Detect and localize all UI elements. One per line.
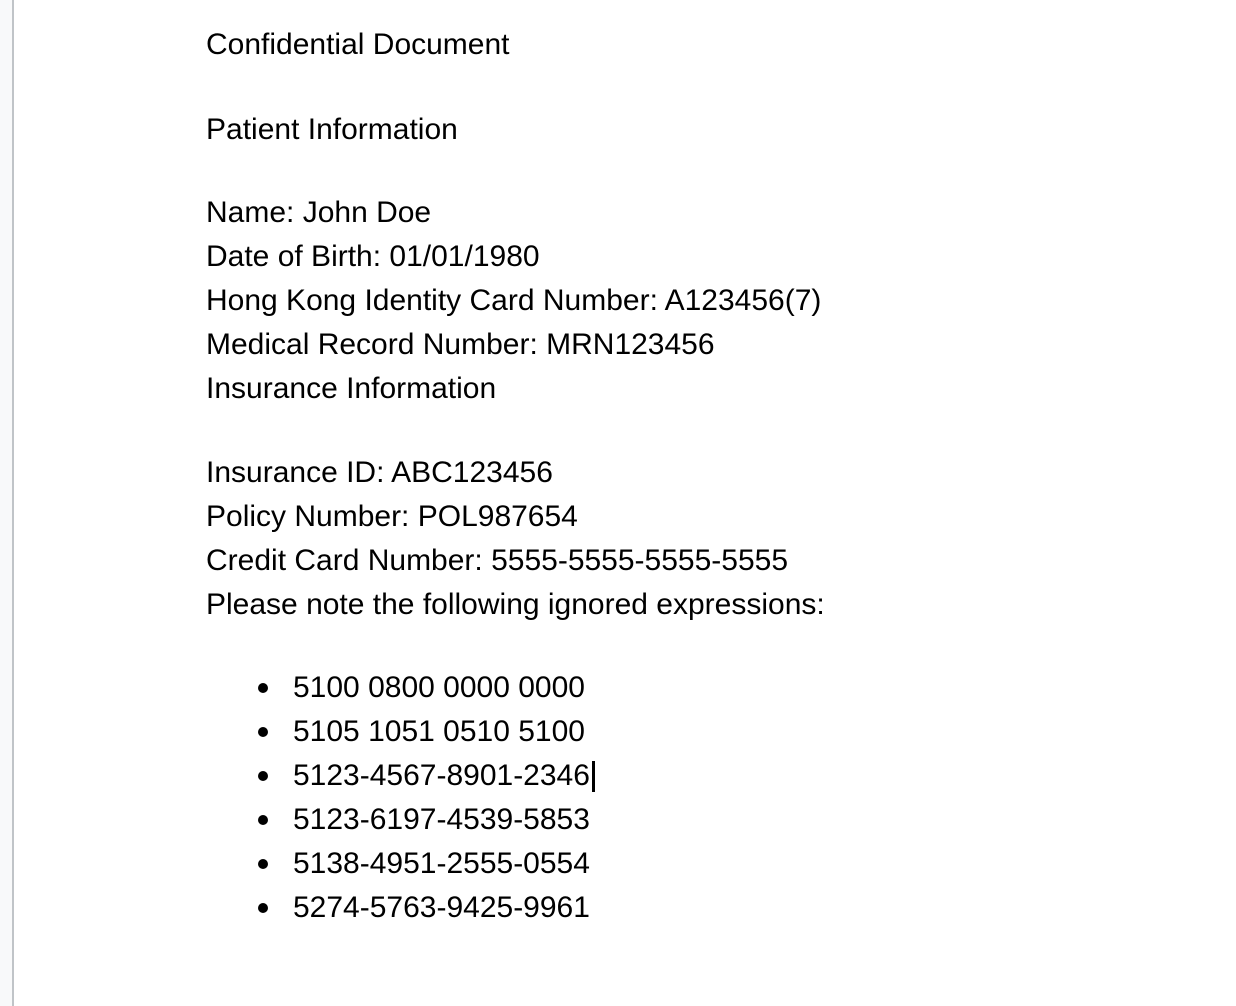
text-cursor — [592, 761, 595, 792]
insurance-info-block — [206, 451, 1196, 583]
section-heading-insurance-information[interactable]: Insurance Information — [206, 372, 497, 405]
list-item-text[interactable]: 5105 1051 0510 5100 — [293, 715, 585, 748]
doc-line-medical-record-number[interactable]: Medical Record Number: MRN123456 — [206, 328, 715, 361]
list-item-text[interactable]: 5123-6197-4539-5853 — [293, 803, 590, 836]
doc-line-name[interactable]: Name: John Doe — [206, 196, 432, 229]
list-item[interactable] — [206, 886, 1196, 930]
bullet-icon — [258, 771, 268, 781]
bullet-icon — [258, 859, 268, 869]
list-item[interactable] — [206, 754, 1196, 798]
list-item-text[interactable]: 5274-5763-9425-9961 — [293, 891, 590, 924]
list-item[interactable] — [206, 710, 1196, 754]
patient-info-block — [206, 191, 1196, 367]
list-item-text[interactable]: 5123-4567-8901-2346 — [293, 759, 590, 792]
app-background-strip — [0, 0, 12, 1006]
list-item[interactable] — [206, 798, 1196, 842]
list-item[interactable] — [206, 842, 1196, 886]
doc-line-credit-card-number[interactable]: Credit Card Number: 5555-5555-5555-5555 — [206, 544, 789, 577]
doc-title[interactable]: Confidential Document — [206, 28, 510, 61]
doc-line-hk-identity-card[interactable]: Hong Kong Identity Card Number: A123456(7) — [206, 284, 822, 317]
bullet-icon — [258, 683, 268, 693]
list-item[interactable] — [206, 666, 1196, 710]
section-heading-patient-information[interactable]: Patient Information — [206, 113, 458, 146]
doc-line-date-of-birth[interactable]: Date of Birth: 01/01/1980 — [206, 240, 540, 273]
note-line[interactable]: Please note the following ignored expressions: — [206, 588, 825, 621]
bullet-icon — [258, 903, 268, 913]
list-item-text[interactable]: 5138-4951-2555-0554 — [293, 847, 590, 880]
ignored-expressions-list — [206, 666, 1196, 930]
bullet-icon — [258, 815, 268, 825]
list-item-text[interactable]: 5100 0800 0000 0000 — [293, 671, 585, 704]
document-page[interactable] — [14, 0, 1236, 930]
doc-line-policy-number[interactable]: Policy Number: POL987654 — [206, 500, 578, 533]
doc-line-insurance-id[interactable]: Insurance ID: ABC123456 — [206, 456, 553, 489]
bullet-icon — [258, 727, 268, 737]
